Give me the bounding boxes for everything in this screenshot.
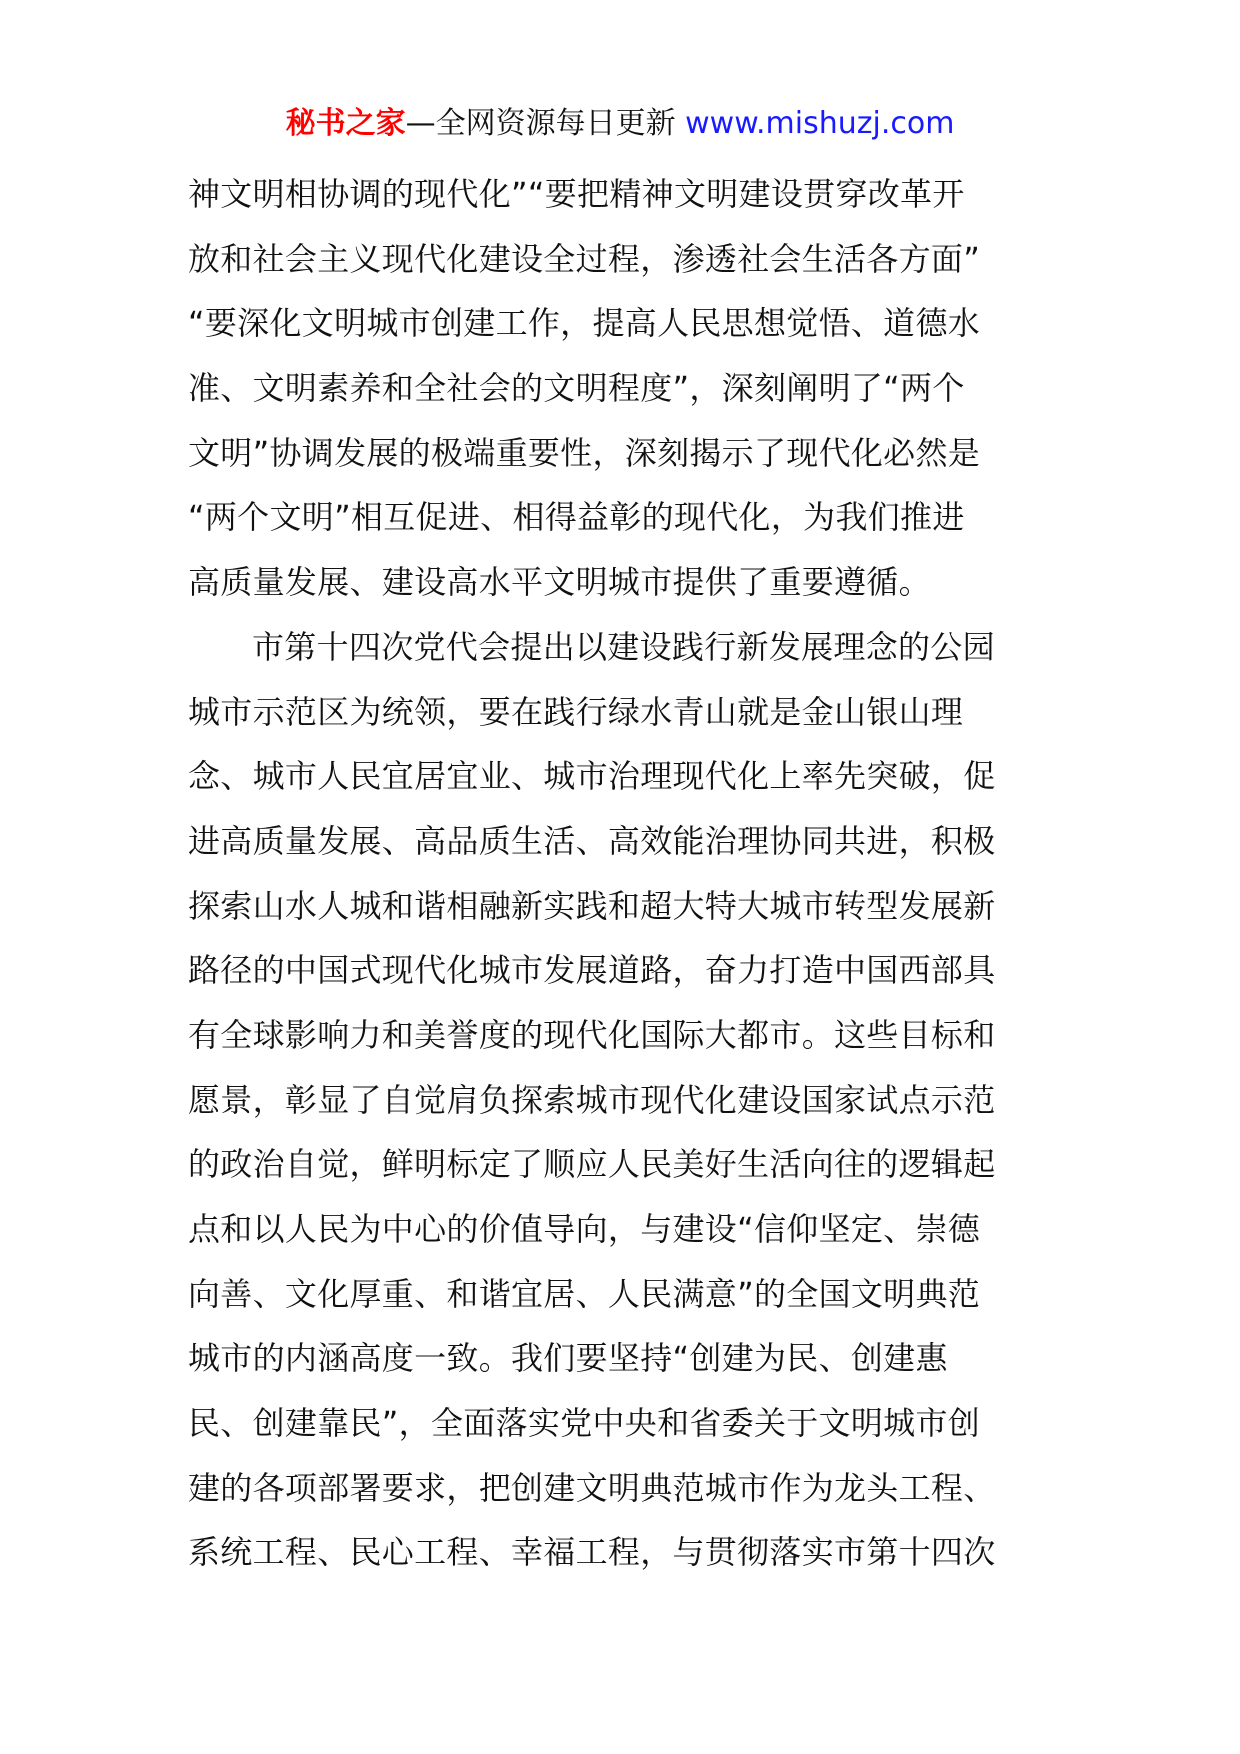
text-line: 文明”协调发展的极端重要性，深刻揭示了现代化必然是 <box>188 433 981 472</box>
text-line: 神文明相协调的现代化”“要把精神文明建设贯穿改革开 <box>188 175 965 213</box>
text-line: “两个文明”相互促进、相得益彰的现代化，为我们推进 <box>188 498 965 537</box>
body-text <box>188 162 1054 1585</box>
text-line: 的政治自觉，鲜明标定了顺应人民美好生活向往的逻辑起 <box>188 1145 996 1184</box>
text-line: 放和社会主义现代化建设全过程，渗透社会生活各方面” <box>188 239 981 278</box>
text-line: 高质量发展、建设高水平文明城市提供了重要遵循。 <box>188 563 931 602</box>
website-link[interactable]: www.mishuzj.com <box>685 106 955 141</box>
text-line: 民、创建靠民”，全面落实党中央和省委关于文明城市创 <box>188 1404 981 1443</box>
text-line: 念、城市人民宜居宜业、城市治理现代化上率先突破，促 <box>188 757 996 796</box>
text-line: 有全球影响力和美誉度的现代化国际大都市。这些目标和 <box>188 1015 996 1054</box>
text-line: 向善、文化厚重、和谐宜居、人民满意”的全国文明典范 <box>188 1274 981 1313</box>
page-header <box>0 98 1240 150</box>
text-line: 城市示范区为统领，要在践行绿水青山就是金山银山理 <box>188 692 964 731</box>
text-line: 点和以人民为中心的价值导向，与建设“信仰坚定、崇德 <box>188 1210 981 1248</box>
text-line: 进高质量发展、高品质生活、高效能治理协同共进，积极 <box>188 821 996 860</box>
header-tagline: —全网资源每日更新 <box>405 106 686 141</box>
paragraph-start-line: 市第十四次党代会提出以建设践行新发展理念的公园 <box>252 627 995 666</box>
text-line: 愿景，彰显了自觉肩负探索城市现代化建设国家试点示范 <box>188 1080 996 1119</box>
text-line: 城市的内涵高度一致。我们要坚持“创建为民、创建惠 <box>188 1339 948 1378</box>
text-line: 探索山水人城和谐相融新实践和超大特大城市转型发展新 <box>188 886 996 925</box>
text-line: 建的各项部署要求，把创建文明典范城市作为龙头工程、 <box>188 1468 996 1507</box>
brand-name: 秘书之家 <box>285 106 406 141</box>
text-line: “要深化文明城市创建工作，提高人民思想觉悟、道德水 <box>188 304 981 343</box>
text-line: 准、文明素养和全社会的文明程度”，深刻阐明了“两个 <box>188 369 965 408</box>
text-line: 路径的中国式现代化城市发展道路，奋力打造中国西部具 <box>188 951 996 990</box>
text-line: 系统工程、民心工程、幸福工程，与贯彻落实市第十四次 <box>188 1533 996 1572</box>
